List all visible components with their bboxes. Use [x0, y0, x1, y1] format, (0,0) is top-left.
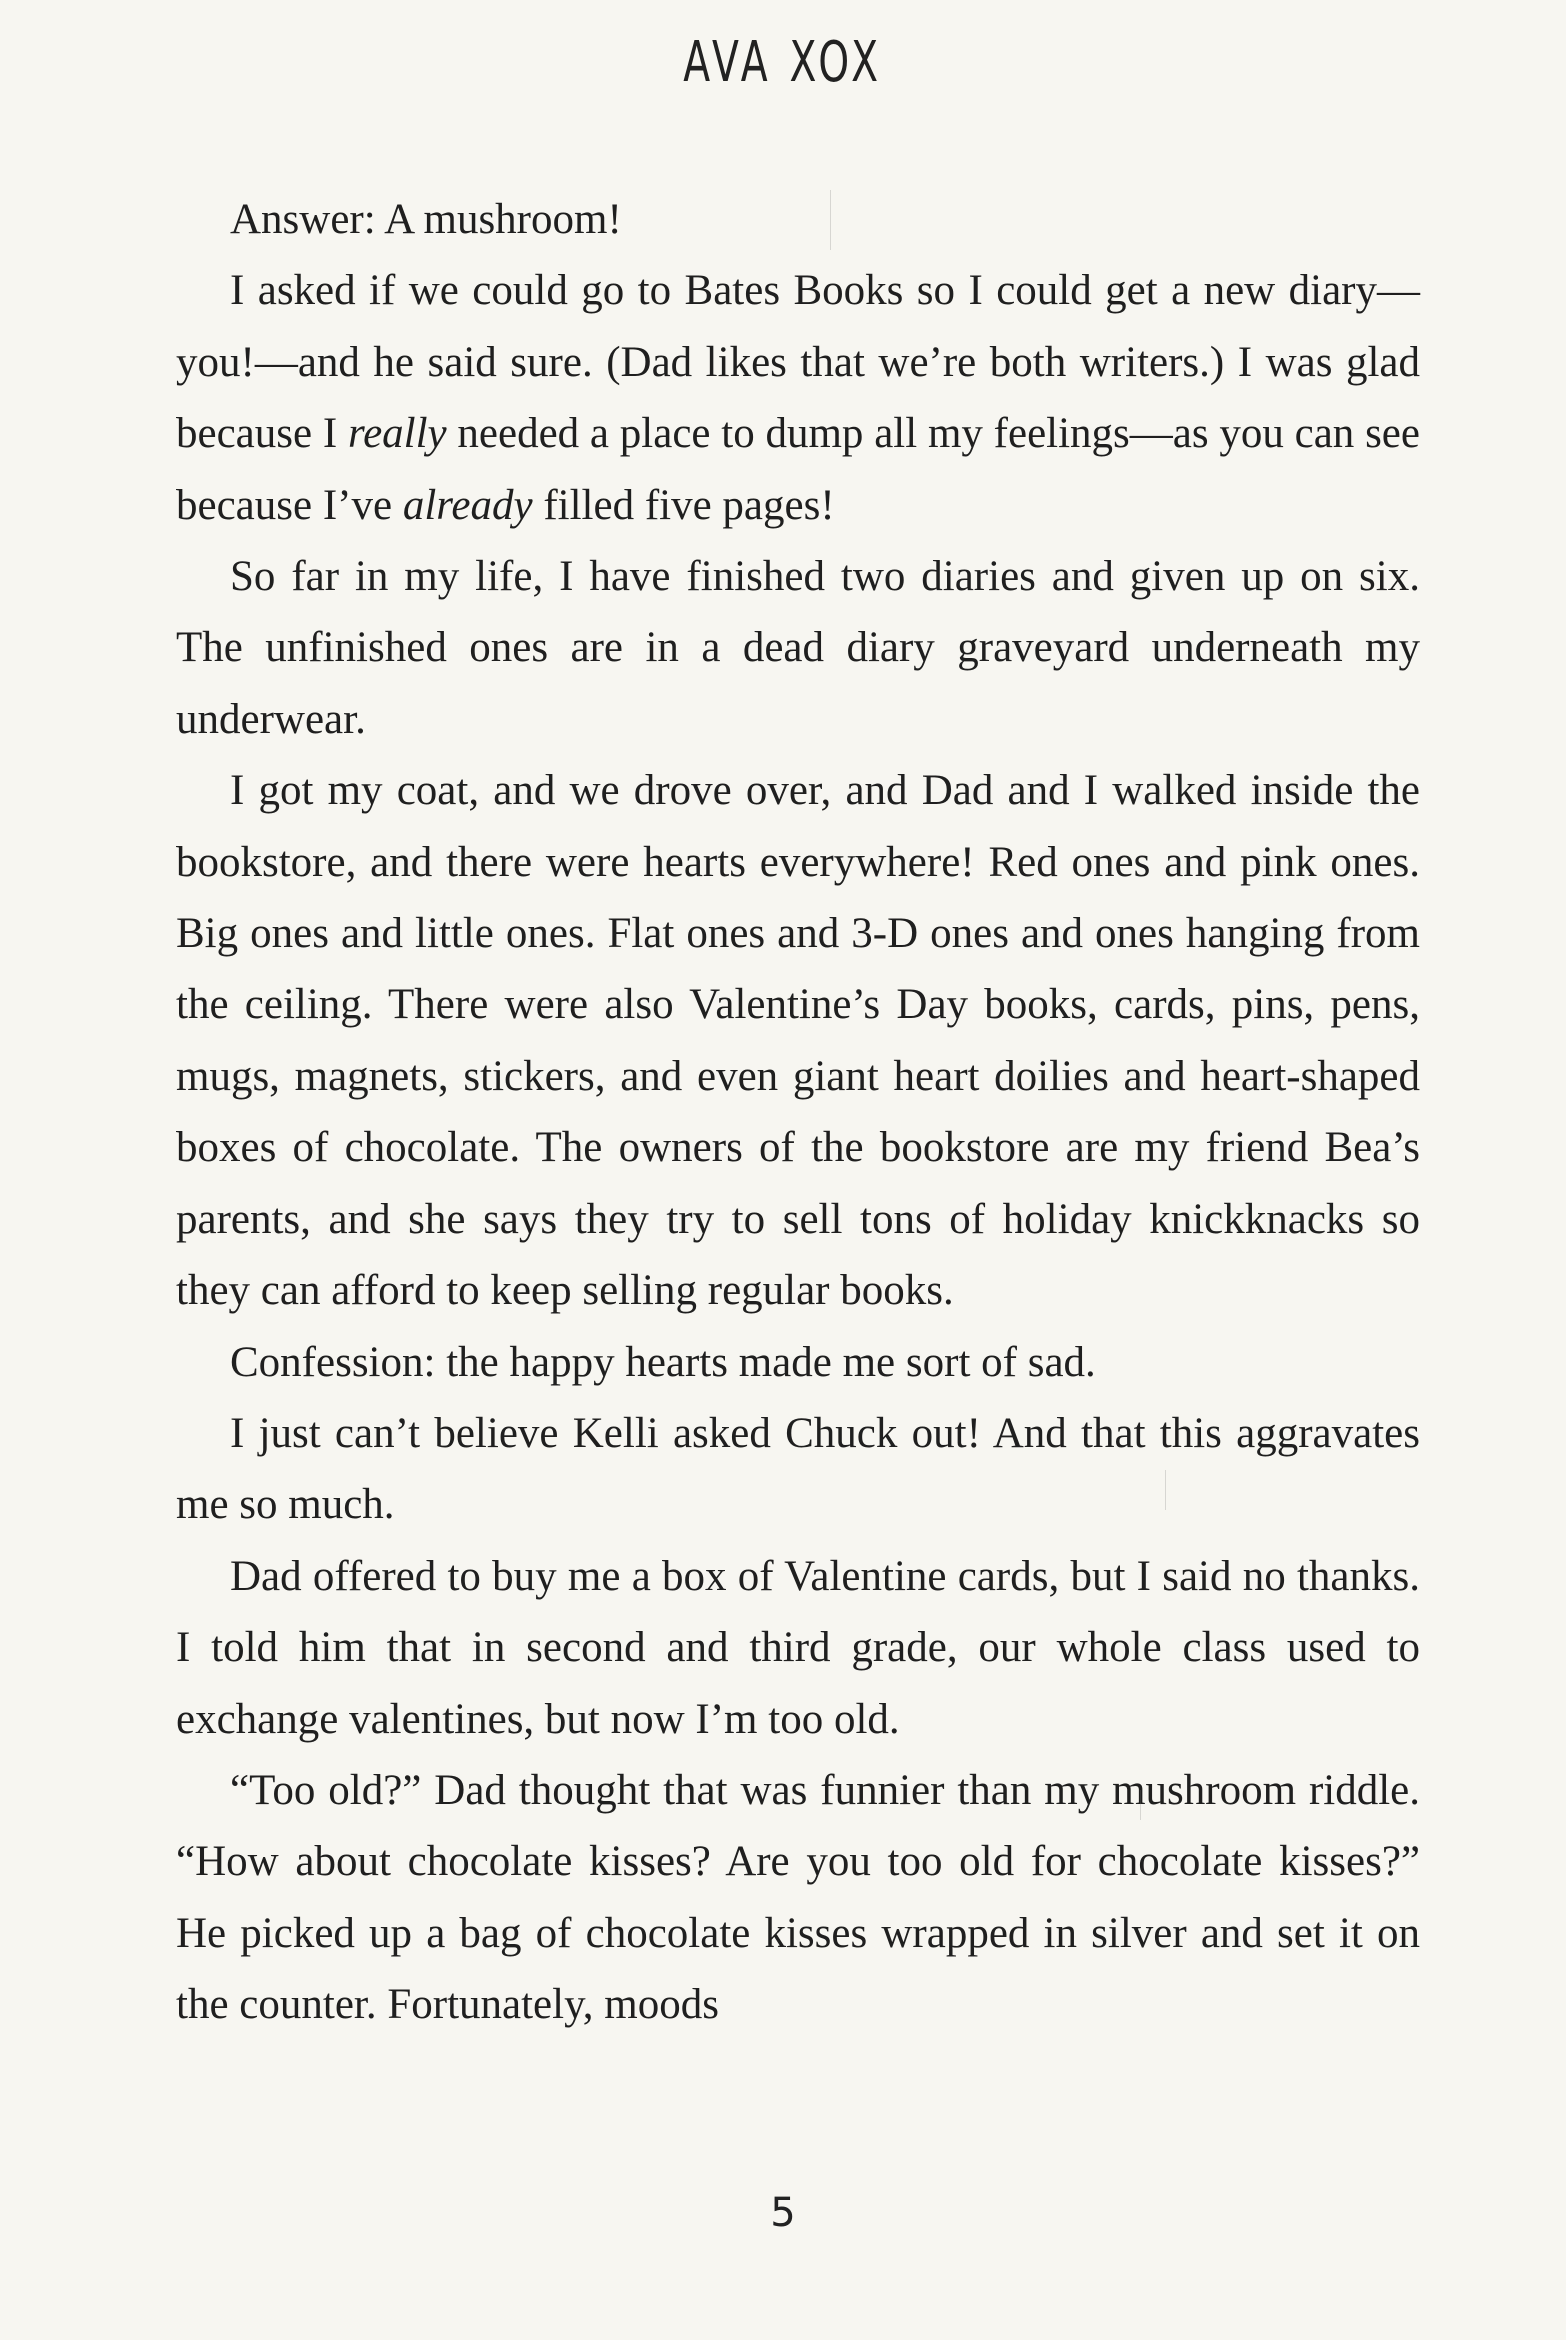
running-head: AVA XOX: [683, 30, 883, 95]
body-text: [176, 184, 1420, 2041]
paragraph-4: I got my coat, and we drove over, and Dad and I walked inside the bookstore, and there were hearts everywhere! Red ones and pink ones. Big ones and little ones. Flat ones and 3-D ones and ones hanging from the ceiling. There were also Valentine’s Day books, cards, pins, pens, mugs, magnets, stickers, and even giant heart doilies and heart-shaped boxes of chocolate. The owners of the bookstore are my friend Bea’s parents, and she says they try to sell tons of holiday knickknacks so they can afford to keep selling regular books.: [176, 767, 1420, 1315]
paragraph-2: I asked if we could go to Bates Books so I could get a new diary—you!—and he said sure. (Dad likes that we’re both writers.) I was glad because I really needed a place to dump all my feelings—as you can see because I’ve already filled five pages!: [176, 267, 1420, 529]
paragraph-1: Answer: A mushroom!: [230, 196, 622, 243]
page-number: 5: [770, 2190, 796, 2236]
paragraph-8: “Too old?” Dad thought that was funnier than my mushroom riddle. “How about chocolate kisses? Are you too old for chocolate kisses?” He picked up a bag of chocolate kisses wrapped in silver and set it on the counter. Fortunately, moods: [176, 1766, 1420, 2029]
paragraph-7: Dad offered to buy me a box of Valentine cards, but I said no thanks. I told him that in second and third grade, our whole class used to exchange valentines, but now I’m too old.: [176, 1552, 1420, 1743]
scan-artifact-line: [1165, 1470, 1166, 1510]
scan-artifact-line: [1140, 1790, 1141, 1820]
italic-emphasis: really: [347, 410, 447, 458]
paragraph-3: So far in my life, I have finished two diaries and given up on six. The unfinished ones are in a dead diary graveyard underneath my underwear.: [176, 553, 1420, 743]
italic-emphasis: already: [402, 481, 533, 529]
paragraph-6: I just can’t believe Kelli asked Chuck out! And that this aggravates me so much.: [176, 1409, 1420, 1529]
paragraph-5: Confession: the happy hearts made me sort of sad.: [230, 1338, 1096, 1386]
scan-artifact-line: [830, 190, 831, 250]
